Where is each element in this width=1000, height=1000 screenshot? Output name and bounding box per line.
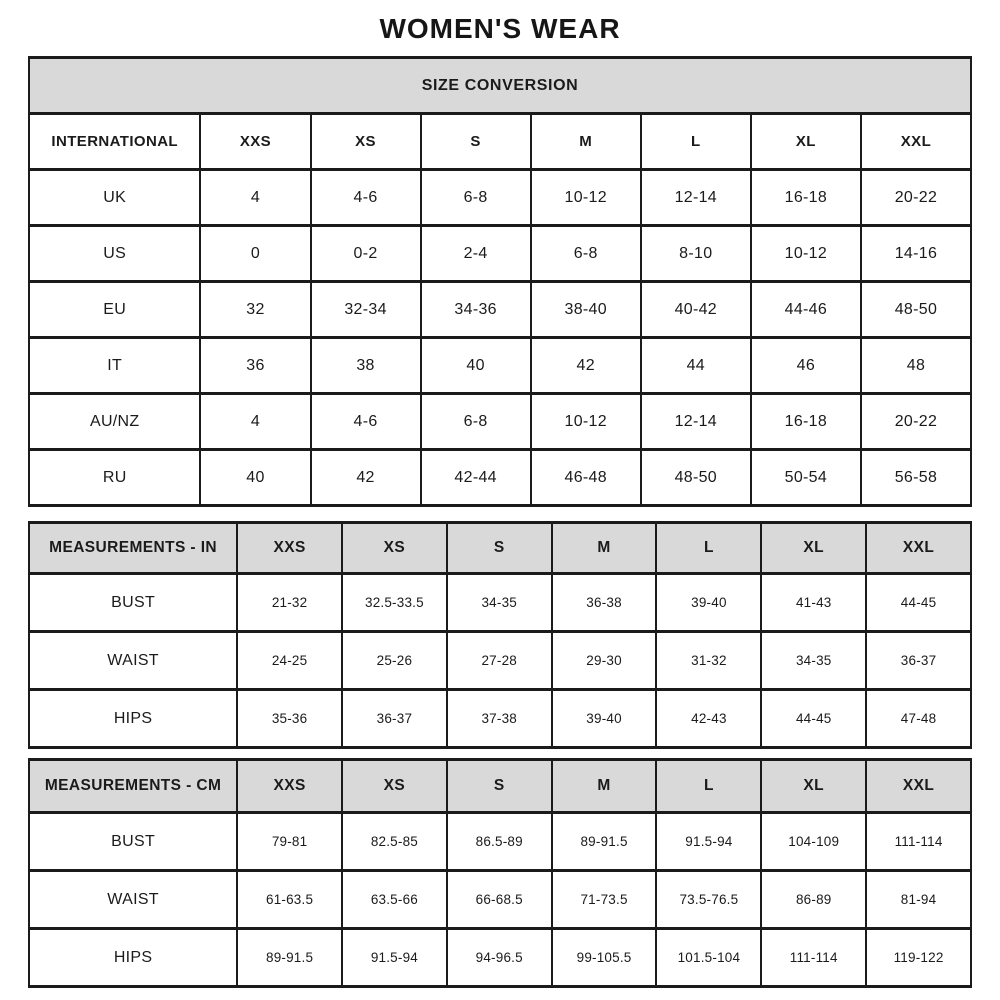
- table-cell: 46: [751, 338, 861, 394]
- measurements-cm-header-row: [29, 760, 971, 813]
- measurements-cm-table: [28, 758, 972, 988]
- table-cell: 40: [200, 450, 310, 506]
- table-cell: 12-14: [641, 170, 751, 226]
- table-cell: 6-8: [421, 394, 531, 450]
- table-cell: 82.5-85: [342, 813, 447, 871]
- size-conversion-banner-row: [29, 58, 971, 114]
- table-cell: 39-40: [552, 690, 657, 748]
- table-cell: 41-43: [761, 574, 866, 632]
- table-cell: 32-34: [311, 282, 421, 338]
- table-cell: 0-2: [311, 226, 421, 282]
- measurements-cm-row-label: BUST: [29, 813, 237, 871]
- measurements-cm-column-header: XL: [761, 760, 866, 813]
- size-conversion-column-header: M: [531, 114, 641, 170]
- table-cell: 111-114: [761, 929, 866, 987]
- table-row: [29, 929, 971, 987]
- table-cell: 14-16: [861, 226, 971, 282]
- table-cell: 20-22: [861, 170, 971, 226]
- size-conversion-column-header: L: [641, 114, 751, 170]
- size-conversion-header-row: [29, 114, 971, 170]
- table-cell: 37-38: [447, 690, 552, 748]
- table-cell: 44-45: [866, 574, 971, 632]
- table-cell: 99-105.5: [552, 929, 657, 987]
- table-cell: 81-94: [866, 871, 971, 929]
- table-cell: 24-25: [237, 632, 342, 690]
- table-cell: 36: [200, 338, 310, 394]
- table-cell: 91.5-94: [342, 929, 447, 987]
- table-cell: 36-37: [866, 632, 971, 690]
- table-cell: 44: [641, 338, 751, 394]
- table-cell: 36-38: [552, 574, 657, 632]
- table-cell: 29-30: [552, 632, 657, 690]
- measurements-in-row-label: WAIST: [29, 632, 237, 690]
- measurements-in-header-row: [29, 523, 971, 574]
- table-cell: 35-36: [237, 690, 342, 748]
- table-cell: 119-122: [866, 929, 971, 987]
- table-cell: 66-68.5: [447, 871, 552, 929]
- size-conversion-column-header: XS: [311, 114, 421, 170]
- table-cell: 42: [311, 450, 421, 506]
- table-row: [29, 394, 971, 450]
- table-cell: 63.5-66: [342, 871, 447, 929]
- measurements-cm-column-header: XS: [342, 760, 447, 813]
- table-cell: 12-14: [641, 394, 751, 450]
- measurements-in-column-header: L: [656, 523, 761, 574]
- table-cell: 4: [200, 394, 310, 450]
- measurements-cm-row-label: HIPS: [29, 929, 237, 987]
- measurements-in-column-header: XXS: [237, 523, 342, 574]
- table-cell: 25-26: [342, 632, 447, 690]
- table-row: [29, 632, 971, 690]
- table-cell: 10-12: [751, 226, 861, 282]
- table-cell: 46-48: [531, 450, 641, 506]
- table-cell: 42-43: [656, 690, 761, 748]
- table-cell: 27-28: [447, 632, 552, 690]
- table-row: [29, 813, 971, 871]
- measurements-in-row-label: BUST: [29, 574, 237, 632]
- table-cell: 71-73.5: [552, 871, 657, 929]
- size-conversion-row-label: EU: [29, 282, 200, 338]
- table-row: [29, 574, 971, 632]
- table-cell: 21-32: [237, 574, 342, 632]
- table-cell: 34-35: [761, 632, 866, 690]
- table-cell: 56-58: [861, 450, 971, 506]
- measurements-in-column-header: XXL: [866, 523, 971, 574]
- table-cell: 10-12: [531, 170, 641, 226]
- table-cell: 16-18: [751, 394, 861, 450]
- measurements-cm-column-header: S: [447, 760, 552, 813]
- table-row: [29, 450, 971, 506]
- table-cell: 73.5-76.5: [656, 871, 761, 929]
- table-cell: 48-50: [861, 282, 971, 338]
- size-conversion-column-header: INTERNATIONAL: [29, 114, 200, 170]
- table-cell: 101.5-104: [656, 929, 761, 987]
- size-conversion-column-header: XXL: [861, 114, 971, 170]
- table-cell: 31-32: [656, 632, 761, 690]
- table-cell: 61-63.5: [237, 871, 342, 929]
- table-cell: 44-45: [761, 690, 866, 748]
- table-cell: 6-8: [531, 226, 641, 282]
- page-title: WOMEN'S WEAR: [379, 13, 621, 44]
- table-cell: 2-4: [421, 226, 531, 282]
- size-conversion-column-header: XL: [751, 114, 861, 170]
- size-conversion-row-label: RU: [29, 450, 200, 506]
- measurements-in-column-header: M: [552, 523, 657, 574]
- table-row: [29, 690, 971, 748]
- table-cell: 79-81: [237, 813, 342, 871]
- table-cell: 10-12: [531, 394, 641, 450]
- measurements-in-column-header: MEASUREMENTS - IN: [29, 523, 237, 574]
- measurements-cm-column-header: MEASUREMENTS - CM: [29, 760, 237, 813]
- table-cell: 40-42: [641, 282, 751, 338]
- measurements-in-table: [28, 521, 972, 749]
- size-conversion-banner: SIZE CONVERSION: [29, 58, 971, 114]
- table-row: [29, 282, 971, 338]
- table-cell: 91.5-94: [656, 813, 761, 871]
- table-cell: 0: [200, 226, 310, 282]
- table-row: [29, 871, 971, 929]
- size-conversion-table: [28, 56, 972, 507]
- table-cell: 48-50: [641, 450, 751, 506]
- measurements-cm-column-header: XXL: [866, 760, 971, 813]
- table-cell: 38-40: [531, 282, 641, 338]
- table-cell: 8-10: [641, 226, 751, 282]
- table-cell: 104-109: [761, 813, 866, 871]
- table-cell: 32: [200, 282, 310, 338]
- size-conversion-row-label: IT: [29, 338, 200, 394]
- measurements-in-column-header: S: [447, 523, 552, 574]
- table-cell: 20-22: [861, 394, 971, 450]
- table-cell: 48: [861, 338, 971, 394]
- table-cell: 86.5-89: [447, 813, 552, 871]
- measurements-in-column-header: XS: [342, 523, 447, 574]
- table-cell: 4-6: [311, 394, 421, 450]
- table-cell: 4: [200, 170, 310, 226]
- size-conversion-row-label: US: [29, 226, 200, 282]
- size-conversion-row-label: AU/NZ: [29, 394, 200, 450]
- table-cell: 39-40: [656, 574, 761, 632]
- measurements-cm-column-header: M: [552, 760, 657, 813]
- table-cell: 89-91.5: [237, 929, 342, 987]
- table-cell: 6-8: [421, 170, 531, 226]
- measurements-cm-column-header: L: [656, 760, 761, 813]
- measurements-in-row-label: HIPS: [29, 690, 237, 748]
- table-cell: 36-37: [342, 690, 447, 748]
- size-conversion-column-header: XXS: [200, 114, 310, 170]
- table-cell: 111-114: [866, 813, 971, 871]
- measurements-cm-column-header: XXS: [237, 760, 342, 813]
- table-cell: 42: [531, 338, 641, 394]
- table-cell: 86-89: [761, 871, 866, 929]
- table-cell: 50-54: [751, 450, 861, 506]
- table-row: [29, 170, 971, 226]
- table-cell: 34-35: [447, 574, 552, 632]
- table-cell: 42-44: [421, 450, 531, 506]
- table-cell: 16-18: [751, 170, 861, 226]
- table-cell: 34-36: [421, 282, 531, 338]
- size-conversion-row-label: UK: [29, 170, 200, 226]
- table-cell: 94-96.5: [447, 929, 552, 987]
- size-conversion-column-header: S: [421, 114, 531, 170]
- table-cell: 38: [311, 338, 421, 394]
- measurements-in-column-header: XL: [761, 523, 866, 574]
- table-row: [29, 338, 971, 394]
- table-cell: 4-6: [311, 170, 421, 226]
- table-cell: 44-46: [751, 282, 861, 338]
- table-row: [29, 226, 971, 282]
- table-cell: 47-48: [866, 690, 971, 748]
- table-cell: 32.5-33.5: [342, 574, 447, 632]
- table-cell: 40: [421, 338, 531, 394]
- table-cell: 89-91.5: [552, 813, 657, 871]
- measurements-cm-row-label: WAIST: [29, 871, 237, 929]
